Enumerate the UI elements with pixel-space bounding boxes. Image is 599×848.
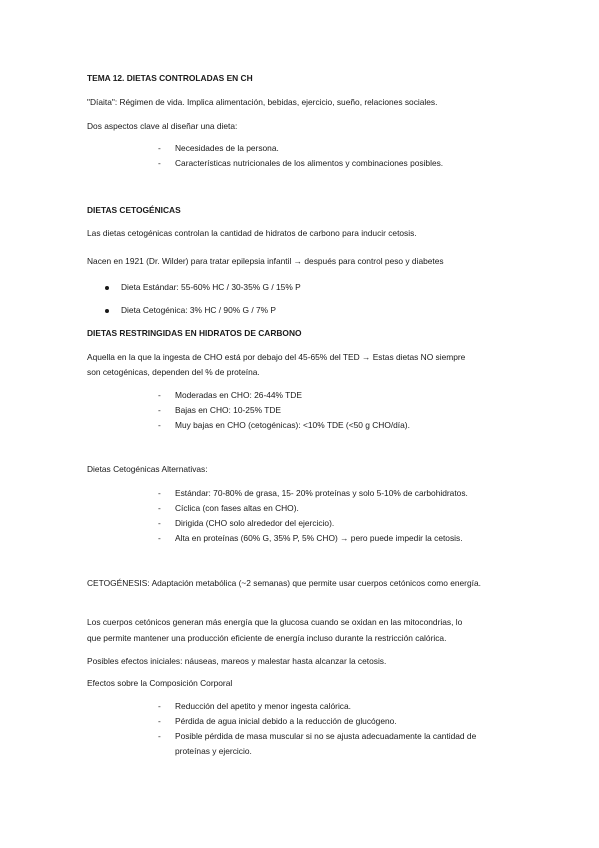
cetogenesis-label: CETOGÉNESIS: [87, 578, 150, 588]
list-dash: - [158, 503, 161, 513]
list-item: Necesidades de la persona. [175, 143, 279, 153]
list-item: Características nutricionales de los alimentos y combinaciones posibles. [175, 158, 444, 168]
list-dash: - [158, 701, 161, 711]
cetogenesis-paragraph [87, 576, 512, 591]
initial-effects: Posibles efectos iniciales: náuseas, mareos y malestar hasta alcanzar la cetosis. [87, 656, 387, 666]
ketogenic-origin: Nacen en 1921 (Dr. Wilder) para tratar epilepsia infantil → después para control peso y diabetes [87, 256, 444, 266]
cetogenesis-text: Adaptación metabólica (~2 semanas) que permite usar cuerpos cetónicos como energía. [151, 578, 481, 588]
list-dash: - [158, 405, 161, 415]
diaita-definition: "Díaita": Régimen de vida. Implica alimentación, bebidas, ejercicio, sueño, relaciones sociales. [87, 97, 438, 107]
aspects-intro: Dos aspectos clave al diseñar una dieta: [87, 121, 238, 131]
bullet-icon [105, 286, 109, 290]
restricted-intro-line2: son cetogénicas, dependen del % de proteína. [87, 367, 260, 377]
section-heading-ketogenic: DIETAS CETOGÉNICAS [87, 205, 181, 215]
document-title: TEMA 12. DIETAS CONTROLADAS EN CH [87, 73, 253, 83]
list-dash: - [158, 143, 161, 153]
list-item: Estándar: 70-80% de grasa, 15- 20% proteínas y solo 5-10% de carbohidratos. [175, 488, 468, 498]
list-item: Dieta Estándar: 55-60% HC / 30-35% G / 15% P [121, 282, 301, 292]
section-heading-alternatives: Dietas Cetogénicas Alternativas: [87, 464, 208, 474]
ketogenic-intro: Las dietas cetogénicas controlan la cantidad de hidratos de carbono para inducir cetosis. [87, 228, 417, 238]
list-item: Pérdida de agua inicial debido a la reducción de glucógeno. [175, 716, 397, 726]
energy-line2: que permite mantener una producción eficiente de energía incluso durante la restricción calórica. [87, 633, 447, 643]
list-item: Moderadas en CHO: 26-44% TDE [175, 390, 302, 400]
restricted-intro-line1: Aquella en la que la ingesta de CHO está por debajo del 45-65% del TED → Estas dietas NO siempre [87, 352, 466, 362]
list-dash: - [158, 533, 161, 543]
list-item: Dieta Cetogénica: 3% HC / 90% G / 7% P [121, 305, 277, 315]
list-dash: - [158, 716, 161, 726]
list-item: Cíclica (con fases altas en CHO). [175, 503, 299, 513]
list-item: Muy bajas en CHO (cetogénicas): <10% TDE (<50 g CHO/día). [175, 420, 410, 430]
list-dash: - [158, 158, 161, 168]
bullet-icon [105, 309, 109, 313]
list-dash: - [158, 420, 161, 430]
energy-line1: Los cuerpos cetónicos generan más energía que la glucosa cuando se oxidan en las mitocondrias, lo [87, 617, 463, 627]
section-heading-restricted: DIETAS RESTRINGIDAS EN HIDRATOS DE CARBONO [87, 328, 302, 338]
list-item: Dirigida (CHO solo alrededor del ejercicio). [175, 518, 335, 528]
list-dash: - [158, 390, 161, 400]
list-dash: - [158, 488, 161, 498]
list-dash: - [158, 518, 161, 528]
list-dash: - [158, 731, 161, 741]
list-item: Bajas en CHO: 10-25% TDE [175, 405, 281, 415]
section-heading-body-composition: Efectos sobre la Composición Corporal [87, 678, 233, 688]
list-item: Reducción del apetito y menor ingesta calórica. [175, 701, 351, 711]
list-item: Alta en proteínas (60% G, 35% P, 5% CHO) → pero puede impedir la cetosis. [175, 533, 463, 543]
list-item: Posible pérdida de masa muscular si no se ajusta adecuadamente la cantidad de proteínas y ejercicio. [175, 731, 477, 756]
